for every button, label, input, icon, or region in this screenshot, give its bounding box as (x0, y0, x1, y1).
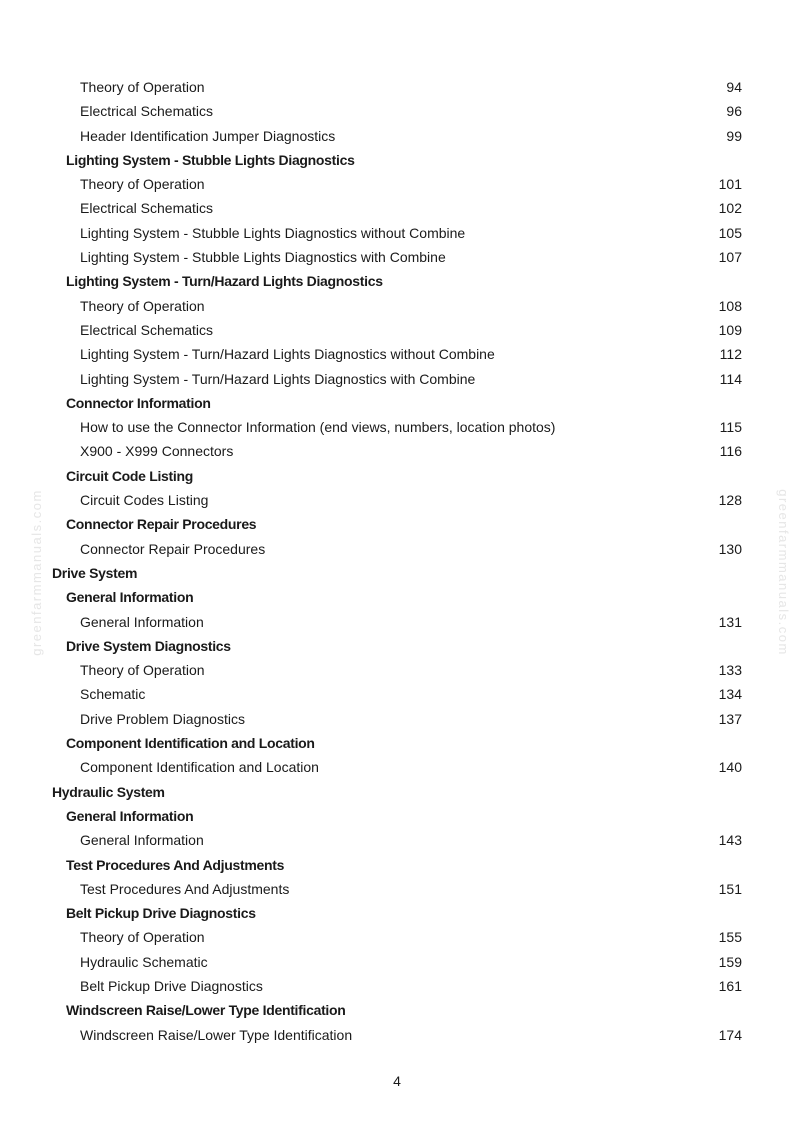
toc-entry-title: Lighting System - Turn/Hazard Lights Diagnostics (66, 273, 383, 290)
toc-entry-page: 131 (718, 613, 742, 630)
toc-entry-page: 161 (718, 977, 742, 994)
toc-entry-page: 99 (726, 127, 742, 144)
toc-subsection-heading[interactable] (0, 853, 794, 877)
toc-entry-title: Test Procedures And Adjustments (80, 880, 290, 897)
toc-entry[interactable] (0, 318, 794, 342)
toc-entry[interactable] (0, 124, 794, 148)
toc-entry-page: 130 (718, 540, 742, 557)
toc-entry-title: Connector Information (66, 394, 211, 411)
toc-subsection-heading[interactable] (0, 901, 794, 925)
toc-entry-title: Circuit Code Listing (66, 467, 194, 484)
toc-entry-page: 109 (718, 321, 742, 338)
toc-entry[interactable] (0, 1023, 794, 1047)
toc-entry-title: Lighting System - Stubble Lights Diagnostics (66, 151, 355, 168)
toc-entry-title: X900 - X999 Connectors (80, 443, 234, 460)
toc-entry-title: Schematic (80, 686, 146, 703)
toc-entry-title: Drive System (52, 564, 138, 581)
toc-entry-page: 134 (718, 686, 742, 703)
toc-entry-page: 102 (718, 200, 742, 217)
toc-entry-title: General Information (66, 589, 194, 606)
toc-entry-title: Hydraulic Schematic (80, 953, 208, 970)
toc-entry-page: 159 (718, 953, 742, 970)
toc-entry-title: Connector Repair Procedures (80, 540, 266, 557)
toc-entry-page: 105 (718, 224, 742, 241)
watermark-left: greenfarmmanuals.com (28, 489, 44, 656)
toc-entry-title: Drive System Diagnostics (66, 637, 231, 654)
toc-subsection-heading[interactable] (0, 998, 794, 1022)
toc-entry[interactable] (0, 439, 794, 463)
toc-entry-title: Component Identification and Location (80, 759, 319, 776)
toc-entry-title: Circuit Codes Listing (80, 492, 209, 509)
toc-entry[interactable] (0, 342, 794, 366)
toc-entry[interactable] (0, 172, 794, 196)
toc-entry[interactable] (0, 682, 794, 706)
toc-entry-page: 96 (726, 103, 742, 120)
toc-entry[interactable] (0, 974, 794, 998)
toc-subsection-heading[interactable] (0, 804, 794, 828)
toc-entry-page: 116 (719, 443, 742, 460)
toc-entry[interactable] (0, 877, 794, 901)
toc-subsection-heading[interactable] (0, 731, 794, 755)
toc-entry[interactable] (0, 488, 794, 512)
toc-entry[interactable] (0, 755, 794, 779)
toc-entry-title: Belt Pickup Drive Diagnostics (80, 977, 263, 994)
toc-entry-page: 155 (718, 929, 742, 946)
toc-entry-title: Lighting System - Turn/Hazard Lights Diagnostics with Combine (80, 370, 476, 387)
toc-entry-page: 151 (718, 880, 742, 897)
toc-entry-page: 107 (718, 249, 742, 266)
toc-subsection-heading[interactable] (0, 391, 794, 415)
toc-entry[interactable] (0, 828, 794, 852)
toc-entry-page: 143 (718, 832, 742, 849)
toc-subsection-heading[interactable] (0, 585, 794, 609)
toc-entry-page: 115 (719, 419, 742, 436)
toc-entry-title: Drive Problem Diagnostics (80, 710, 245, 727)
toc-entry[interactable] (0, 75, 794, 99)
toc-entry[interactable] (0, 245, 794, 269)
toc-entry-title: Hydraulic System (52, 783, 165, 800)
toc-subsection-heading[interactable] (0, 148, 794, 172)
toc-entry-page: 174 (718, 1026, 742, 1043)
toc-entry-title: Test Procedures And Adjustments (66, 856, 285, 873)
toc-entry-title: Belt Pickup Drive Diagnostics (66, 905, 256, 922)
toc-entry-page: 133 (718, 662, 742, 679)
page-number: 4 (393, 1073, 401, 1089)
toc-subsection-heading[interactable] (0, 464, 794, 488)
toc-entry[interactable] (0, 950, 794, 974)
toc-entry-page: 101 (718, 176, 742, 193)
toc-entry-title: Theory of Operation (80, 176, 205, 193)
toc-entry[interactable] (0, 196, 794, 220)
toc-entry-page: 94 (726, 79, 742, 95)
toc-entry-title: Theory of Operation (80, 662, 205, 679)
toc-entry-title: Lighting System - Stubble Lights Diagnostics with Combine (80, 249, 446, 266)
toc-entry[interactable] (0, 294, 794, 318)
toc-entry-title: How to use the Connector Information (end views, numbers, location photos) (80, 419, 556, 436)
toc-entry-title: Theory of Operation (80, 297, 205, 314)
toc-entry-title: General Information (80, 613, 204, 630)
toc-entry[interactable] (0, 925, 794, 949)
toc-entry-title: Lighting System - Stubble Lights Diagnostics without Combine (80, 224, 466, 241)
toc-entry-title: Header Identification Jumper Diagnostics (80, 127, 336, 144)
toc-entry-page: 140 (718, 759, 742, 776)
toc-entry-title: Electrical Schematics (80, 321, 214, 338)
toc-entry-title: Theory of Operation (80, 929, 205, 946)
toc-section-heading[interactable] (0, 561, 794, 585)
toc-entry-page: 114 (719, 370, 742, 387)
watermark-right: greenfarmmanuals.com (775, 489, 791, 656)
toc-entry-title: Connector Repair Procedures (66, 516, 257, 533)
toc-subsection-heading[interactable] (0, 634, 794, 658)
toc-subsection-heading[interactable] (0, 269, 794, 293)
toc-entry-title: Theory of Operation (80, 79, 205, 95)
toc-entry[interactable] (0, 99, 794, 123)
table-of-contents (0, 75, 794, 1047)
toc-entry-title: General Information (80, 832, 204, 849)
toc-entry[interactable] (0, 707, 794, 731)
toc-entry-title: Lighting System - Turn/Hazard Lights Diagnostics without Combine (80, 346, 495, 363)
toc-entry-title: Electrical Schematics (80, 103, 214, 120)
toc-entry-page: 108 (718, 297, 742, 314)
toc-entry[interactable] (0, 610, 794, 634)
toc-entry-title: General Information (66, 807, 194, 824)
toc-entry-title: Windscreen Raise/Lower Type Identification (66, 1002, 346, 1019)
toc-entry[interactable] (0, 415, 794, 439)
toc-entry-page: 137 (718, 710, 742, 727)
toc-entry-title: Windscreen Raise/Lower Type Identification (80, 1026, 353, 1043)
toc-entry-page: 112 (719, 346, 742, 363)
toc-entry[interactable] (0, 658, 794, 682)
toc-subsection-heading[interactable] (0, 512, 794, 536)
toc-entry-title: Component Identification and Location (66, 735, 315, 752)
toc-entry[interactable] (0, 367, 794, 391)
toc-entry-page: 128 (718, 492, 742, 509)
toc-entry-title: Electrical Schematics (80, 200, 214, 217)
toc-entry[interactable] (0, 537, 794, 561)
toc-entry[interactable] (0, 221, 794, 245)
toc-section-heading[interactable] (0, 780, 794, 804)
